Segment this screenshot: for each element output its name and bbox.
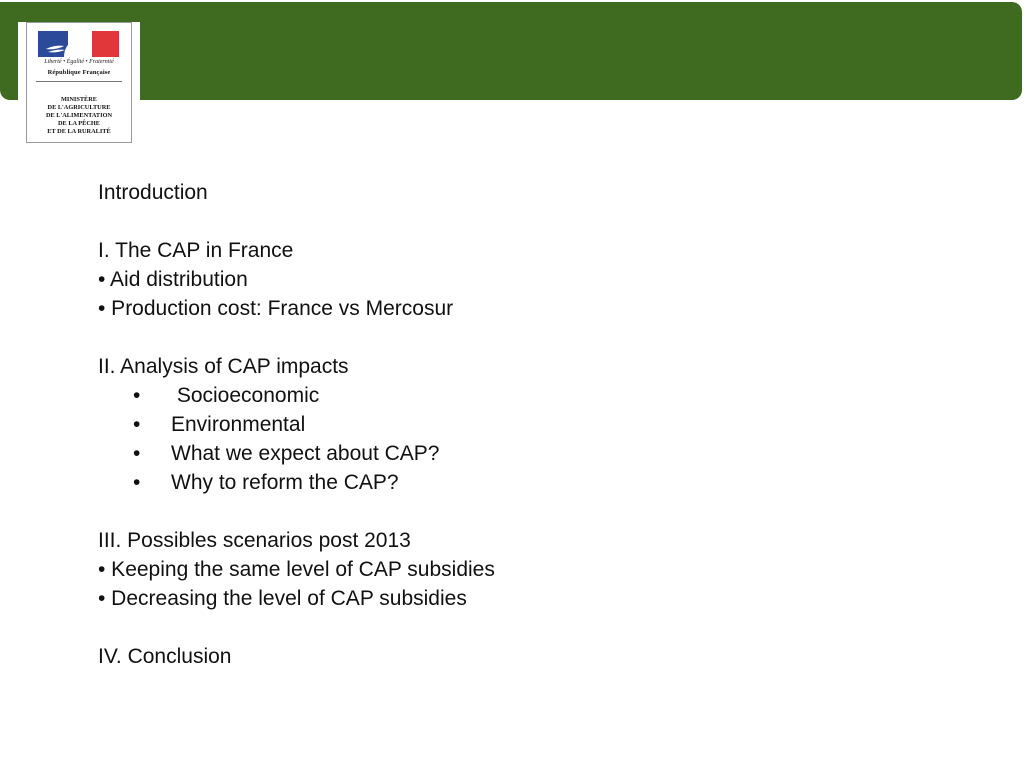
spacer xyxy=(98,613,495,642)
section-2-item xyxy=(98,439,495,468)
section-3-title: III. Possibles scenarios post 2013 xyxy=(98,529,411,552)
section-2-item-label: Environmental xyxy=(171,413,306,436)
spacer xyxy=(98,207,495,236)
bullet: • xyxy=(133,471,141,494)
section-4-title: IV. Conclusion xyxy=(98,645,232,668)
section-2-item xyxy=(98,381,495,410)
ministry-line: DE LA PÊCHE xyxy=(58,120,100,127)
ministry-line: DE L'ALIMENTATION xyxy=(45,112,113,119)
section-1-item: • Production cost: France vs Mercosur xyxy=(98,297,454,320)
section-1-item: • Aid distribution xyxy=(98,268,248,291)
bullet: • xyxy=(133,413,141,436)
marianne-flag-icon xyxy=(38,31,119,57)
ministry-line: DE L'AGRICULTURE xyxy=(47,104,111,111)
outline-introduction: Introduction xyxy=(98,181,208,204)
bullet: • xyxy=(133,384,141,407)
section-2-item-label: Socioeconomic xyxy=(171,384,320,407)
spacer xyxy=(98,323,495,352)
section-2-item xyxy=(98,468,495,497)
section-2-item-label: What we expect about CAP? xyxy=(171,442,440,465)
logo-frame xyxy=(26,22,132,143)
logo-divider xyxy=(36,81,122,82)
logo-republic: République Française xyxy=(47,69,111,76)
logo-ministry xyxy=(27,96,131,136)
bullet: • xyxy=(133,442,141,465)
ministry-line: MINISTÈRE xyxy=(60,96,98,103)
spacer xyxy=(98,497,495,526)
section-2-item xyxy=(98,410,495,439)
section-2-item-label: Why to reform the CAP? xyxy=(171,471,399,494)
section-3-item: • Keeping the same level of CAP subsidies xyxy=(98,558,495,581)
ministry-line: ET DE LA RURALITÉ xyxy=(47,128,111,135)
header-banner xyxy=(0,2,1022,100)
section-2-title: II. Analysis of CAP impacts xyxy=(98,355,349,378)
logo-motto: Liberté • Égalité • Fraternité xyxy=(44,59,114,65)
section-1-title: I. The CAP in France xyxy=(98,239,294,262)
outline-content xyxy=(98,178,495,671)
section-3-item: • Decreasing the level of CAP subsidies xyxy=(98,587,467,610)
ministry-logo xyxy=(18,22,140,143)
